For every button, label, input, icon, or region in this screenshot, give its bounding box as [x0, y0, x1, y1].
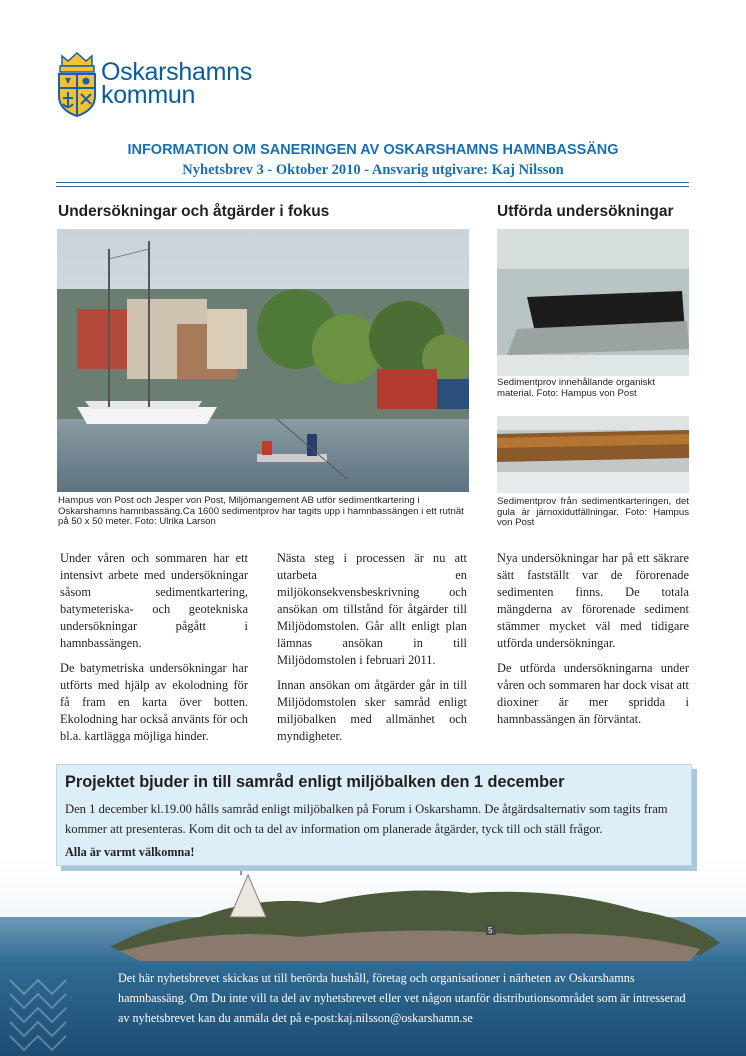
paragraph: Under våren och sommaren har ett intensivt arbete med undersökningar såsom sedimentkartering, batymeteriska- och geotekniska undersökningar pågått i hamnbassängen. — [60, 551, 248, 650]
left-column-2 — [277, 550, 467, 753]
paragraph: Innan ansökan om åtgärder går in till Miljödomstolen sker samråd enligt miljöbalken med allmänhet och myndigheter. — [277, 678, 467, 743]
newsletter-subtitle: Nyhetsbrev 3 - Oktober 2010 - Ansvarig utgivare: Kaj Nilsson — [182, 162, 564, 178]
right-column — [497, 550, 689, 736]
paragraph: Nästa steg i processen är nu att utarbeta en miljökonsekvensbeskrivning och ansökan om tillstånd för åtgärder till Miljödomstolen. Går allt enligt plan lämnas ansökan in till Miljödomstolen i februari 2011. — [277, 551, 467, 667]
sediment-photo-2 — [497, 416, 689, 493]
footer-notice: Det här nyhetsbrevet skickas ut till berörda hushåll, företag och organisationer i närheten av Oskarshamns hamnbassäng. Om Du inte vill ta del av nyhetsbrevet eller vet någon utanför distributionsområdet som är intresserad av nyhetsbrevet kan du anmäla det på e-post:kaj.nilsson@oskarshamn.se — [118, 971, 686, 1025]
infobox-text: Den 1 december kl.19.00 hålls samråd enligt miljöbalken på Forum i Oskarshamn. De åtgärdsalternativ som tagits fram kommer att presenteras. Kom dit och ta del av information om planerade åtgärder, tyck till och ställ frågor. — [65, 802, 668, 836]
photo-caption-1: Sedimentprov innehållande organiskt material. Foto: Hampus von Post — [497, 377, 655, 399]
section-heading-right: Utförda undersökningar — [497, 203, 674, 220]
newsletter-title: INFORMATION OM SANERINGEN AV OSKARSHAMNS HAMNBASSÄNG — [127, 142, 619, 158]
brand-line2: kommun — [101, 81, 196, 109]
photo-caption-main: Hampus von Post och Jesper von Post, Miljömangement AB utför sedimentkartering i Oskarshamns hamnbassäng.Ca 1600 sedimentprov har tagits upp i hamnbassängen i ett rutnät på 50 x 50 meter. Foto: Ulrika Larson — [58, 495, 464, 528]
sign-number: 5 — [488, 926, 493, 935]
sediment-photo-1 — [497, 229, 689, 376]
coat-of-arms-icon — [56, 52, 98, 118]
left-column-1 — [60, 550, 248, 753]
section-heading-left: Undersökningar och åtgärder i fokus — [58, 203, 330, 220]
harbor-photo — [57, 229, 469, 492]
infobox-title: Projektet bjuder in till samråd enligt miljöbalken den 1 december — [65, 773, 565, 791]
photo-caption-2: Sedimentprov från sedimentkarteringen, det gula är järnoxidutfällningar. Foto: Hampus von Post — [497, 496, 689, 529]
paragraph: De batymetriska undersökningar har utförts med hjälp av ekolodning för få fram en karta över botten. Ekolodning har också använts för och bl.a. kartlägga möjliga hinder. — [60, 661, 248, 743]
infobox-welcome: Alla är varmt välkomna! — [65, 845, 195, 859]
brand-name — [101, 58, 252, 109]
paragraph: De utförda undersökningarna under våren och sommaren har dock visat att dioxiner är mer spridda i hamnbassängen än förväntat. — [497, 661, 689, 726]
header-divider-2 — [56, 186, 689, 187]
brand-line1: Oskarshamns — [101, 58, 252, 86]
paragraph: Nya undersökningar har på ett säkrare sätt fastställt var de förorenade sedimenten finns. De totala mängderna av förorenade sediment stämmer mycket väl med tidigare utförda undersökningar. — [497, 551, 689, 650]
header-divider — [56, 182, 689, 183]
logo — [56, 52, 276, 120]
event-infobox — [56, 764, 692, 866]
